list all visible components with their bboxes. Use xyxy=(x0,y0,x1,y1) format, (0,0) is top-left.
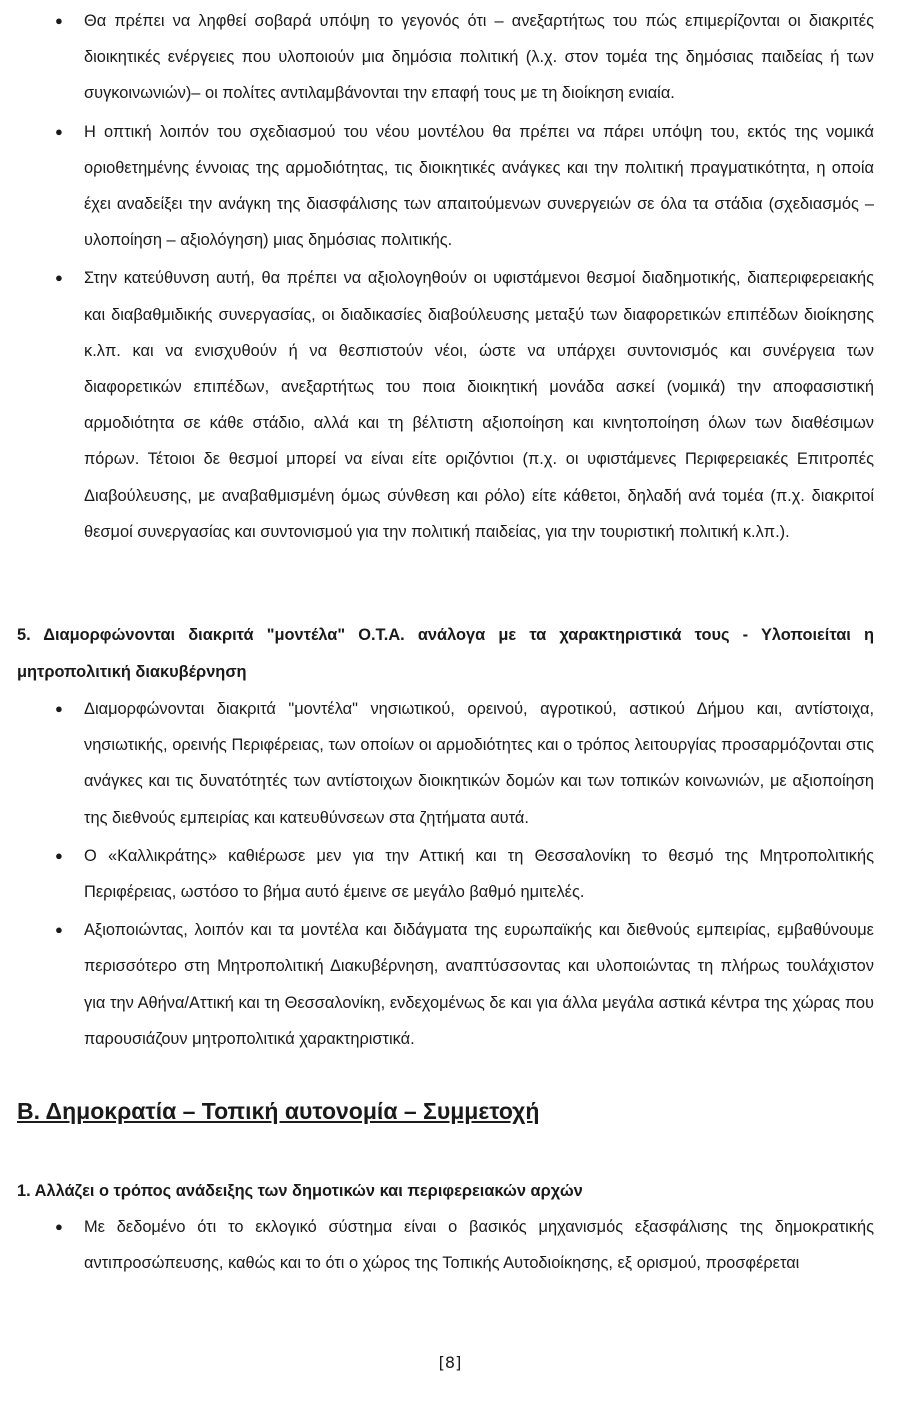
bullet-icon: ● xyxy=(55,13,63,28)
list-item-text: Στην κατεύθυνση αυτή, θα πρέπει να αξιολογηθούν οι υφιστάμενοι θεσμοί διαδημοτικής, διαπεριφερειακής και διαβαθμιδικής συνεργασίας, οι διαδικασίες διαβούλευσης μεταξύ των διαφορετικών επιπέδων διοίκησης κ.λπ. και να ενισχυθούν ή να θεσπιστούν νέοι, ώστε να υπάρχει συντονισμός και συνέργεια των διαφορετικών επιπέδων, ανεξαρτήτως του ποια διοικητική μονάδα ασκεί (νομικά) την αποφασιστική αρμοδιότητα σε κάθε στάδιο, αλλά και τη βέλτιστη αξιοποίηση και κινητοποίηση όλων των διαθέσιμων πόρων. Τέτοιοι δε θεσμοί μπορεί να είναι είτε οριζόντιοι (π.χ. οι υφιστάμενες Περιφερειακές Επιτροπές Διαβούλευσης, με αναβαθμισμένη όμως σύνθεση και ρόλο) είτε κάθετοι, δηλαδή ανά τομέα (π.χ. διακριτοί θεσμοί συνεργασίας και συντονισμού για την πολιτική παιδείας, για την τουριστική πολιτική κ.λπ.). xyxy=(84,269,874,541)
section-heading: 5. Διαμορφώνονται διακριτά "μοντέλα" Ο.Τ.Α. ανάλογα με τα χαρακτηριστικά τους - Υλοποιείται η μητροπολιτική διακυβέρνηση xyxy=(17,626,874,681)
list-item xyxy=(0,912,900,1057)
list-item xyxy=(0,3,900,112)
bullet-icon: ● xyxy=(55,701,63,716)
bullet-icon: ● xyxy=(55,847,63,863)
bullet-list-top xyxy=(0,3,900,552)
list-item-text: Με δεδομένο ότι το εκλογικό σύστημα είναι ο βασικός μηχανισμός εξασφάλισης της δημοκρατικής αντιπροσώπευσης, καθώς και το ότι ο χώρος της Τοπικής Αυτοδιοίκησης, εξ ορισμού, προσφέρεται xyxy=(84,1218,874,1273)
list-item-text: Διαμορφώνονται διακριτά "μοντέλα" νησιωτικού, ορεινού, αγροτικού, αστικού Δήμου και, αντίστοιχα, νησιωτικής, ορεινής Περιφέρειας, των οποίων οι αρμοδιότητες και ο τρόπος λειτουργίας προσαρμόζονται στις ανάγκες και τις δυνατότητές των αντίστοιχων διοικητικών δομών και των τοπικών κοινωνιών, με αξιοποίηση της διεθνούς εμπειρίας και κατευθύνσεων στα ζητήματα αυτά. xyxy=(84,700,874,827)
part-heading: Β. Δημοκρατία – Τοπική αυτονομία – Συμμετοχή xyxy=(17,1098,540,1124)
subsection-heading: 1. Αλλάζει ο τρόπος ανάδειξης των δημοτικών και περιφερειακών αρχών xyxy=(17,1182,583,1200)
list-item-text: Αξιοποιώντας, λοιπόν και τα μοντέλα και διδάγματα της ευρωπαϊκής και διεθνούς εμπειρίας, εμβαθύνουμε περισσότερο στη Μητροπολιτική Διακυβέρνηση, αναπτύσσοντας και υλοποιώντας τη πλήρως τουλάχιστον για την Αθήνα/Αττική και τη Θεσσαλονίκη, ενδεχομένως δε και για άλλα μεγάλα αστικά κέντρα της χώρας που παρουσιάζουν μητροπολιτικά χαρακτηριστικά. xyxy=(84,921,874,1048)
page-number: [8] xyxy=(438,1353,462,1372)
bullet-icon: ● xyxy=(55,270,63,286)
list-item-text: Ο «Καλλικράτης» καθιέρωσε μεν για την Αττική και τη Θεσσαλονίκη το θεσμό της Μητροπολιτικής Περιφέρειας, ωστόσο το βήμα αυτό έμεινε σε μεγάλο βαθμό ημιτελές. xyxy=(84,846,874,902)
bullet-icon: ● xyxy=(55,922,63,938)
bullet-icon: ● xyxy=(55,123,63,139)
list-item-text: Η οπτική λοιπόν του σχεδιασμού του νέου μοντέλου θα πρέπει να πάρει υπόψη του, εκτός της νομικά οριοθετημένης έννοιας της αρμοδιότητας, τις διοικητικές ανάγκες και την πολιτική πραγματικότητα, η οποία έχει αναδείξει την ανάγκη της διασφάλισης των απαιτούμενων συνεργειών σε όλα τα στάδια (σχεδιασμός – υλοποίηση – αξιολόγηση) μιας δημόσιας πολιτικής. xyxy=(84,122,874,250)
bullet-list-subsection1 xyxy=(0,1209,900,1283)
list-item xyxy=(0,838,900,910)
list-item xyxy=(0,114,900,259)
bullet-list-section5 xyxy=(0,691,900,1059)
list-item xyxy=(0,691,900,836)
list-item-text: Θα πρέπει να ληφθεί σοβαρά υπόψη το γεγονός ότι – ανεξαρτήτως του πώς επιμερίζονται οι διακριτές διοικητικές ενέργειες που υλοποιούν μια δημόσια πολιτική (λ.χ. στον τομέα της δημόσιας παιδείας ή των συγκοινωνιών)– οι πολίτες αντιλαμβάνονται την επαφή τους με τη διοίκηση ενιαία. xyxy=(84,12,874,103)
list-item xyxy=(0,1209,900,1281)
bullet-icon: ● xyxy=(55,1219,63,1234)
list-item xyxy=(0,260,900,550)
